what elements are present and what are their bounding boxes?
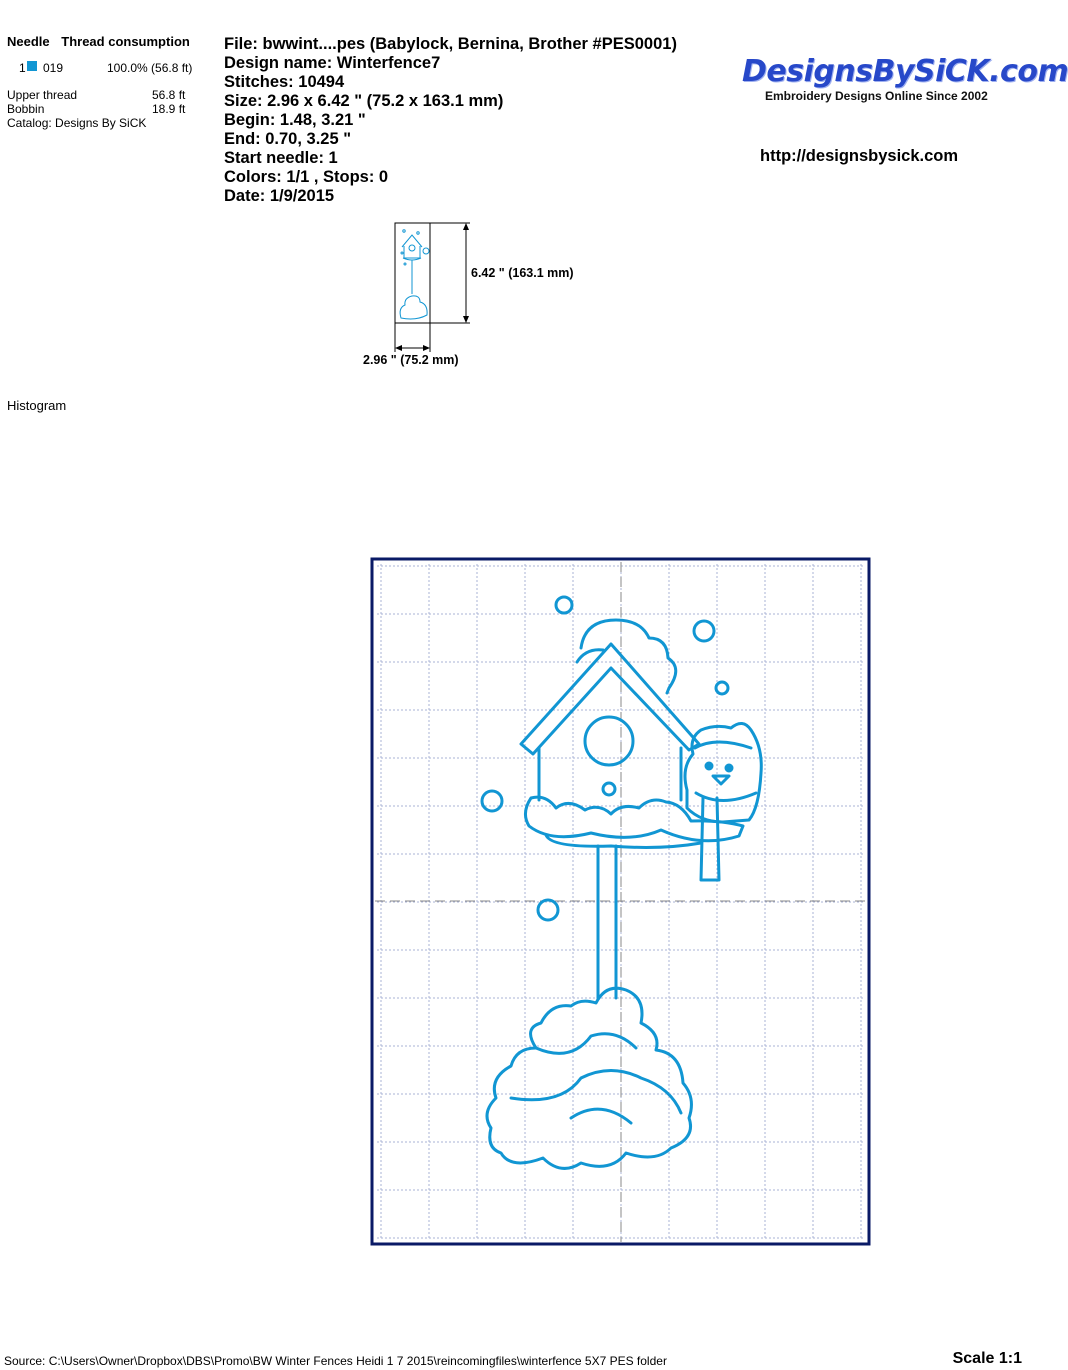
design-thumbnail: [360, 218, 610, 370]
start-needle-line: Start needle: 1: [224, 149, 338, 167]
logo-tagline: Embroidery Designs Online Since 2002: [765, 89, 988, 103]
begin-line: Begin: 1.48, 3.21 ": [224, 111, 366, 129]
file-line: File: bwwint....pes (Babylock, Bernina, Brother #PES0001): [224, 35, 677, 53]
end-line: End: 0.70, 3.25 ": [224, 130, 352, 148]
design-info: [224, 35, 677, 206]
width-dimension-label: 2.96 " (75.2 mm): [363, 353, 459, 367]
thread-row: [7, 61, 217, 75]
logo: [742, 54, 1068, 103]
size-line: Size: 2.96 x 6.42 " (75.2 x 163.1 mm): [224, 92, 504, 110]
thread-code: 019: [43, 61, 64, 75]
colors-line: Colors: 1/1 , Stops: 0: [224, 168, 389, 186]
color-swatch: [27, 61, 37, 71]
design-preview: [371, 558, 871, 1246]
footer-source-path: Source: C:\Users\Owner\Dropbox\DBS\Promo\BW Winter Fences Heidi 1 7 2015\reincomingfiles\winterfence 5X7 PES folder: [4, 1354, 667, 1368]
site-url[interactable]: http://designsbysick.com: [760, 147, 959, 165]
logo-text: DesignsBySiCK.com: [742, 54, 1068, 89]
catalog-label: Catalog: Designs By SiCK: [7, 116, 147, 130]
thread-percent: 100.0% (56.8 ft): [107, 61, 193, 75]
thread-consumption-panel: [7, 34, 217, 130]
upper-thread-value: 56.8 ft: [152, 88, 186, 102]
thread-table-header: [7, 34, 217, 49]
histogram-label: Histogram: [7, 398, 67, 413]
upper-thread-row: [7, 88, 217, 102]
needle-header: Needle: [7, 34, 50, 49]
bobbin-row: [7, 102, 217, 116]
bobbin-value: 18.9 ft: [152, 102, 186, 116]
design-name-line: Design name: Winterfence7: [224, 54, 441, 72]
height-dimension-label: 6.42 " (163.1 mm): [471, 266, 574, 280]
date-line: Date: 1/9/2015: [224, 187, 335, 205]
bobbin-label: Bobbin: [7, 102, 45, 116]
stitches-line: Stitches: 10494: [224, 73, 345, 91]
needle-number: 1: [19, 61, 26, 75]
footer-scale: Scale 1:1: [952, 1350, 1022, 1367]
upper-thread-label: Upper thread: [7, 88, 78, 102]
thread-consumption-header: Thread consumption: [61, 34, 190, 49]
